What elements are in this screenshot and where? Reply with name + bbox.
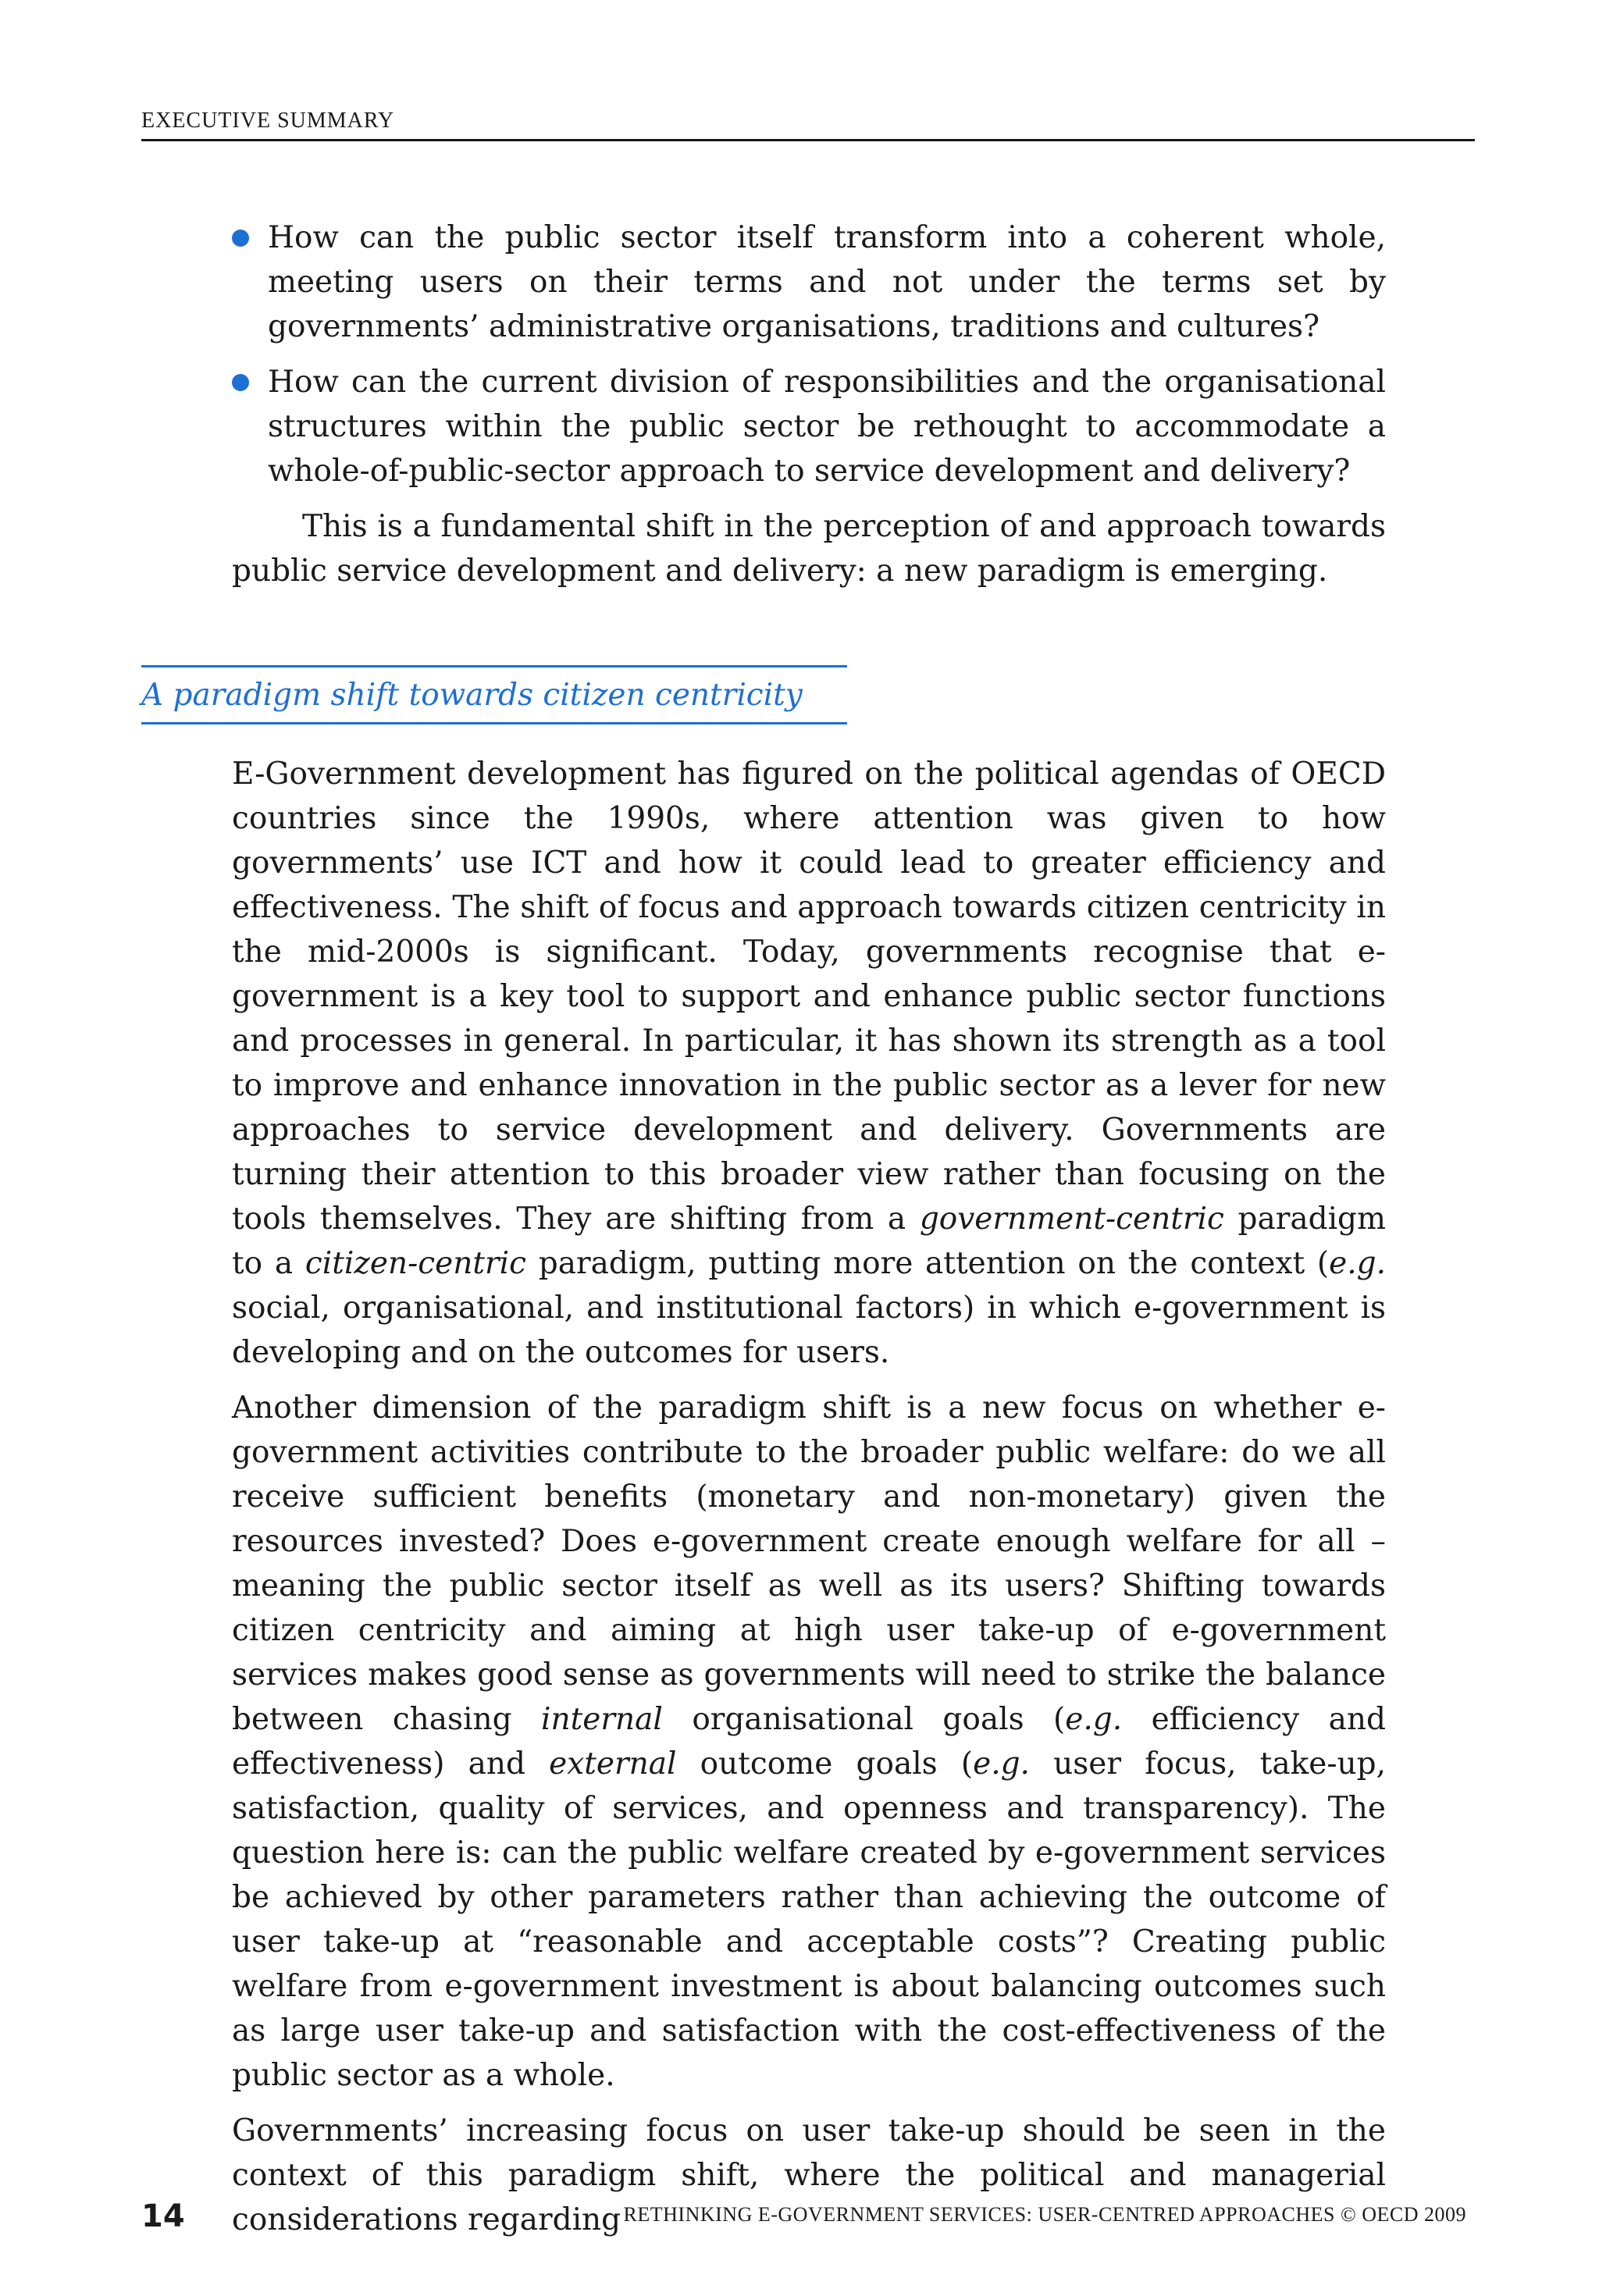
bullet-text: How can the public sector itself transform into a coherent whole, meeting users on their terms and not under the terms set by governments’ administrative organisations, traditions and cultures? [268,220,1386,344]
section-body [232,752,1386,2253]
section-heading: A paradigm shift towards citizen centricity [141,665,847,724]
bullet-item [232,215,1386,349]
bullet-item [232,360,1386,493]
intro-paragraph: This is a fundamental shift in the perception of and approach towards public service development and delivery: a new paradigm is emerging. [232,509,1386,589]
body-paragraph-2: Another dimension of the paradigm shift is a new focus on whether e-government activities contribute to the broader public welfare: do we all receive sufficient benefits (monetary and non-monetary) given the resources invested? Does e-government create enough welfare for all – meaning the public sector itself as well as its users? Shifting towards citizen centricity and aiming at high user take-up of e-government services makes good sense as governments will need to strike the balance between chasing internal organisational goals (e.g. efficiency and effectiveness) and external outcome goals (e.g. user focus, take-up, satisfaction, quality of services, and openness and transparency). The question here is: can the public welfare created by e-government services be achieved by other parameters rather than achieving the outcome of user take-up at “reasonable and acceptable costs”? Creating public welfare from e-government investment is about balancing outcomes such as large user take-up and satisfaction with the cost-effectiveness of the public sector as a whole. [232,1390,1386,2093]
intro-content [232,215,1386,604]
page-number: 14 [141,2198,185,2234]
bullet-text: How can the current division of responsibilities and the organisational structures within the public sector be rethought to accommodate a whole-of-public-sector approach to service development and delivery? [268,365,1386,489]
footer-publication-title: RETHINKING E-GOVERNMENT SERVICES: USER-CENTRED APPROACHES © OECD 2009 [623,2203,1466,2226]
bullet-list [232,215,1386,493]
bullet-dot-icon [232,374,249,391]
body-paragraph-1: E-Government development has figured on the political agendas of OECD countries since the 1990s, where attention was given to how governments’ use ICT and how it could lead to greater efficiency and effectiveness. The shift of focus and approach towards citizen centricity in the mid-2000s is significant. Today, governments recognise that e-government is a key tool to support and enhance public sector functions and processes in general. In particular, it has shown its strength as a tool to improve and enhance innovation in the public sector as a lever for new approaches to service development and delivery. Governments are turning their attention to this broader view rather than focusing on the tools themselves. They are shifting from a government-centric paradigm to a citizen-centric paradigm, putting more attention on the context (e.g. social, organisational, and institutional factors) in which e-government is developing and on the outcomes for users. [232,756,1386,1370]
bullet-dot-icon [232,230,249,247]
body-paragraph-3: Governments’ increasing focus on user take-up should be seen in the context of this paradigm shift, where the political and managerial considerations regarding [232,2113,1386,2237]
running-head: EXECUTIVE SUMMARY [141,108,1475,141]
